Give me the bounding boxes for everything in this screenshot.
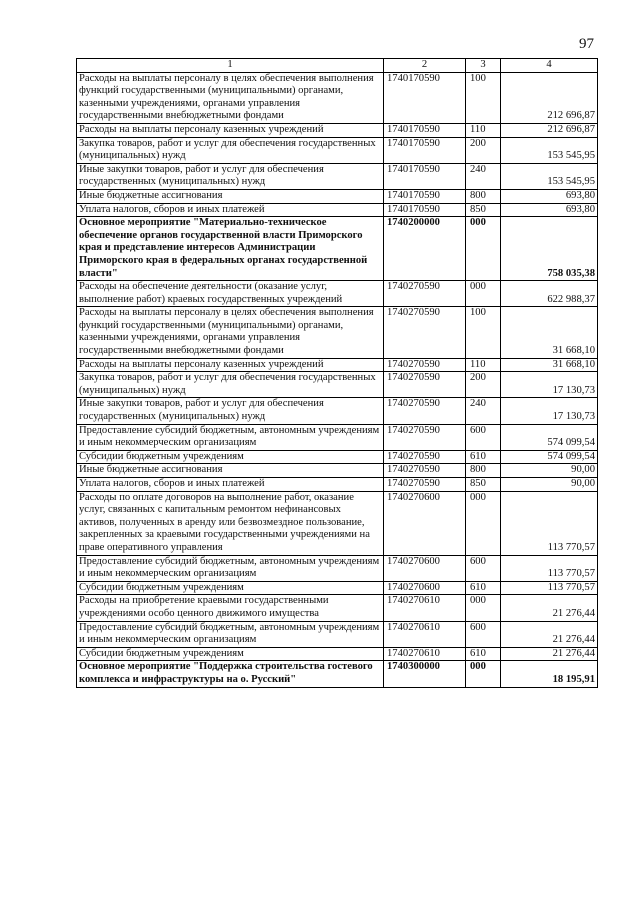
row-sum: 693,80 xyxy=(501,189,598,203)
row-vr: 000 xyxy=(466,595,501,621)
row-code: 1740170590 xyxy=(384,203,466,217)
row-code: 1740270590 xyxy=(384,358,466,372)
row-name: Расходы на приобретение краевыми государственными учреждениями особо ценного движимого имущества xyxy=(77,595,384,621)
row-code: 1740270600 xyxy=(384,491,466,555)
table-row xyxy=(77,217,598,281)
table-row xyxy=(77,72,598,123)
budget-table xyxy=(76,58,598,688)
header-col-2: 2 xyxy=(384,59,466,73)
row-code: 1740270590 xyxy=(384,307,466,358)
row-sum: 90,00 xyxy=(501,464,598,478)
row-sum: 113 770,57 xyxy=(501,491,598,555)
row-name: Расходы на выплаты персоналу казенных учреждений xyxy=(77,123,384,137)
table-row xyxy=(77,137,598,163)
table-row xyxy=(77,647,598,661)
row-code: 1740270590 xyxy=(384,281,466,307)
row-sum: 758 035,38 xyxy=(501,217,598,281)
table-row xyxy=(77,398,598,424)
table-row xyxy=(77,163,598,189)
row-vr: 000 xyxy=(466,661,501,687)
table-row xyxy=(77,281,598,307)
row-sum: 113 770,57 xyxy=(501,581,598,595)
row-sum: 113 770,57 xyxy=(501,555,598,581)
row-code: 1740270610 xyxy=(384,647,466,661)
row-sum: 693,80 xyxy=(501,203,598,217)
row-name: Расходы на выплаты персоналу в целях обеспечения выполнения функций государственными (муниципальными) органами, казенными учреждениями, органами управления государственными внебюджетными фондами xyxy=(77,72,384,123)
row-sum: 212 696,87 xyxy=(501,72,598,123)
row-vr: 110 xyxy=(466,123,501,137)
row-name: Иные бюджетные ассигнования xyxy=(77,464,384,478)
row-name: Расходы на выплаты персоналу в целях обеспечения выполнения функций государственными (муниципальными) органами, казенными учреждениями, органами управления государственными внебюджетными фондами xyxy=(77,307,384,358)
row-vr: 200 xyxy=(466,372,501,398)
row-code: 1740300000 xyxy=(384,661,466,687)
table-row xyxy=(77,307,598,358)
row-vr: 000 xyxy=(466,491,501,555)
row-name: Расходы на обеспечение деятельности (оказание услуг, выполнение работ) краевых государственных учреждений xyxy=(77,281,384,307)
row-code: 1740170590 xyxy=(384,163,466,189)
row-sum: 17 130,73 xyxy=(501,372,598,398)
table-row xyxy=(77,581,598,595)
table-row xyxy=(77,555,598,581)
row-code: 1740270600 xyxy=(384,555,466,581)
table-row xyxy=(77,424,598,450)
row-vr: 800 xyxy=(466,464,501,478)
row-code: 1740170590 xyxy=(384,137,466,163)
row-sum: 574 099,54 xyxy=(501,424,598,450)
row-code: 1740270590 xyxy=(384,464,466,478)
row-vr: 600 xyxy=(466,424,501,450)
row-sum: 212 696,87 xyxy=(501,123,598,137)
row-name: Уплата налогов, сборов и иных платежей xyxy=(77,478,384,492)
table-row xyxy=(77,621,598,647)
row-name: Субсидии бюджетным учреждениям xyxy=(77,450,384,464)
row-vr: 100 xyxy=(466,307,501,358)
row-name: Иные закупки товаров, работ и услуг для обеспечения государственных (муниципальных) нужд xyxy=(77,398,384,424)
row-code: 1740270610 xyxy=(384,621,466,647)
row-name: Предоставление субсидий бюджетным, автономным учреждениям и иным некоммерческим организациям xyxy=(77,555,384,581)
row-sum: 153 545,95 xyxy=(501,163,598,189)
table-row xyxy=(77,595,598,621)
table-row xyxy=(77,372,598,398)
table-row xyxy=(77,491,598,555)
table-row xyxy=(77,358,598,372)
row-code: 1740270600 xyxy=(384,581,466,595)
row-vr: 240 xyxy=(466,398,501,424)
header-col-3: 3 xyxy=(466,59,501,73)
row-vr: 100 xyxy=(466,72,501,123)
header-col-1: 1 xyxy=(77,59,384,73)
row-code: 1740270590 xyxy=(384,424,466,450)
row-sum: 21 276,44 xyxy=(501,595,598,621)
header-col-4: 4 xyxy=(501,59,598,73)
row-sum: 153 545,95 xyxy=(501,137,598,163)
header-row xyxy=(77,59,598,73)
row-sum: 21 276,44 xyxy=(501,647,598,661)
row-name: Расходы на выплаты персоналу казенных учреждений xyxy=(77,358,384,372)
row-sum: 31 668,10 xyxy=(501,307,598,358)
row-vr: 000 xyxy=(466,281,501,307)
row-sum: 31 668,10 xyxy=(501,358,598,372)
row-vr: 850 xyxy=(466,478,501,492)
row-name: Субсидии бюджетным учреждениям xyxy=(77,581,384,595)
table-row xyxy=(77,464,598,478)
row-name: Расходы по оплате договоров на выполнение работ, оказание услуг, связанных с капитальным ремонтом нефинансовых активов, полученных в аренду или безвозмездное пользование, закрепленных за краевыми государственными учреждениями на праве оперативного управления xyxy=(77,491,384,555)
row-name: Субсидии бюджетным учреждениям xyxy=(77,647,384,661)
row-sum: 17 130,73 xyxy=(501,398,598,424)
row-code: 1740270610 xyxy=(384,595,466,621)
row-code: 1740170590 xyxy=(384,189,466,203)
table-row xyxy=(77,478,598,492)
page-number: 97 xyxy=(579,36,594,52)
row-vr: 600 xyxy=(466,555,501,581)
table-row xyxy=(77,661,598,687)
row-name: Иные закупки товаров, работ и услуг для обеспечения государственных (муниципальных) нужд xyxy=(77,163,384,189)
table-row xyxy=(77,123,598,137)
row-vr: 610 xyxy=(466,581,501,595)
row-vr: 600 xyxy=(466,621,501,647)
row-vr: 240 xyxy=(466,163,501,189)
row-vr: 800 xyxy=(466,189,501,203)
row-vr: 610 xyxy=(466,647,501,661)
row-code: 1740170590 xyxy=(384,72,466,123)
row-sum: 90,00 xyxy=(501,478,598,492)
row-name: Основное мероприятие "Поддержка строительства гостевого комплекса и инфраструктуры на о. Русский" xyxy=(77,661,384,687)
row-name: Закупка товаров, работ и услуг для обеспечения государственных (муниципальных) нужд xyxy=(77,372,384,398)
row-code: 1740200000 xyxy=(384,217,466,281)
row-code: 1740270590 xyxy=(384,372,466,398)
row-vr: 850 xyxy=(466,203,501,217)
table-row xyxy=(77,203,598,217)
row-name: Уплата налогов, сборов и иных платежей xyxy=(77,203,384,217)
row-name: Иные бюджетные ассигнования xyxy=(77,189,384,203)
row-code: 1740270590 xyxy=(384,478,466,492)
row-vr: 200 xyxy=(466,137,501,163)
budget-table-body xyxy=(77,59,598,688)
row-sum: 21 276,44 xyxy=(501,621,598,647)
table-row xyxy=(77,450,598,464)
row-sum: 18 195,91 xyxy=(501,661,598,687)
row-name: Предоставление субсидий бюджетным, автономным учреждениям и иным некоммерческим организациям xyxy=(77,621,384,647)
row-vr: 000 xyxy=(466,217,501,281)
table-row xyxy=(77,189,598,203)
row-name: Закупка товаров, работ и услуг для обеспечения государственных (муниципальных) нужд xyxy=(77,137,384,163)
row-code: 1740170590 xyxy=(384,123,466,137)
row-sum: 622 988,37 xyxy=(501,281,598,307)
row-code: 1740270590 xyxy=(384,450,466,464)
row-vr: 610 xyxy=(466,450,501,464)
row-sum: 574 099,54 xyxy=(501,450,598,464)
row-code: 1740270590 xyxy=(384,398,466,424)
row-vr: 110 xyxy=(466,358,501,372)
row-name: Основное мероприятие "Материально-техническое обеспечение органов государственной власти Приморского края и представление интересов Администрации Приморского края в федеральных органах государственной власти" xyxy=(77,217,384,281)
row-name: Предоставление субсидий бюджетным, автономным учреждениям и иным некоммерческим организациям xyxy=(77,424,384,450)
